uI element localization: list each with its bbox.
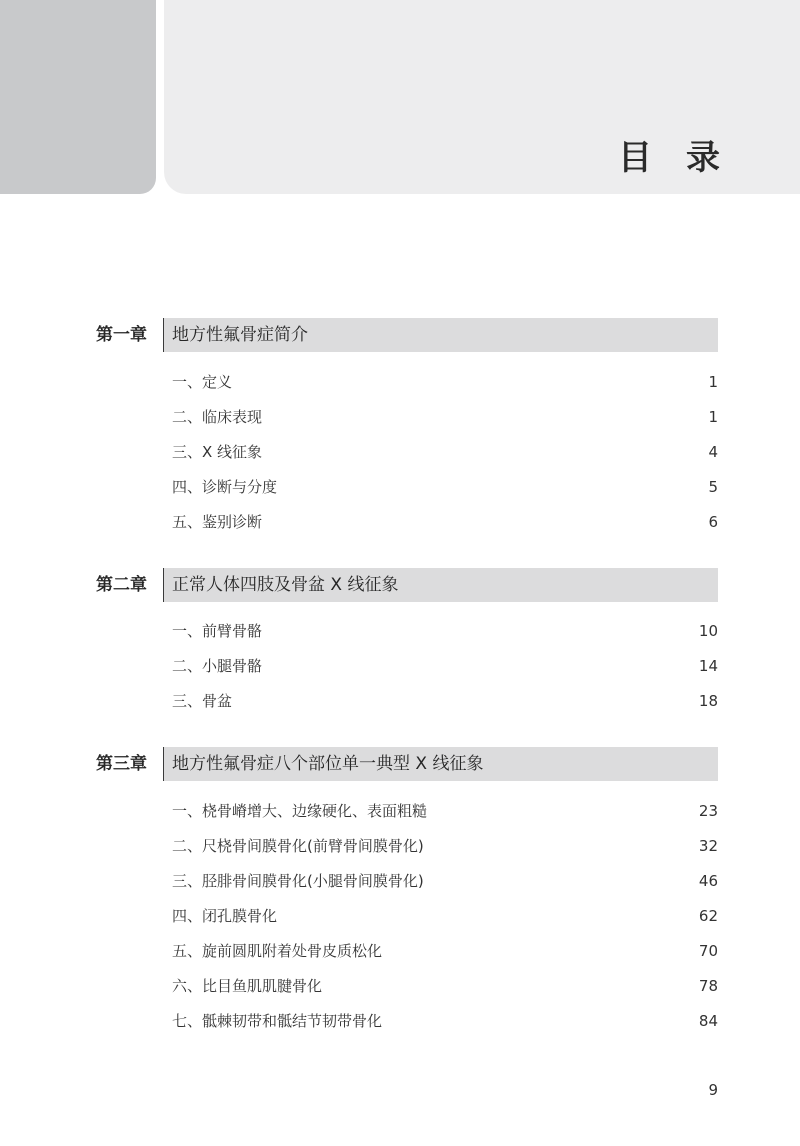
entry-page-number: 78 — [698, 977, 718, 995]
toc-entry[interactable] — [172, 1009, 718, 1033]
entry-title: 四、诊断与分度 — [172, 478, 278, 496]
entry-title: 二、临床表现 — [172, 408, 263, 426]
toc-entry[interactable] — [172, 654, 718, 678]
entry-title: 一、桡骨嵴增大、边缘硬化、表面粗糙 — [172, 802, 428, 820]
toc-entry[interactable] — [172, 475, 718, 499]
entry-page-number: 1 — [708, 373, 718, 391]
chapter-heading[interactable] — [0, 747, 800, 781]
toc-entry[interactable] — [172, 510, 718, 534]
entry-title: 七、骶棘韧带和骶结节韧带骨化 — [172, 1012, 383, 1030]
chapter-divider — [163, 318, 164, 352]
page-title: 目录 — [618, 138, 754, 178]
toc-entry[interactable] — [172, 869, 718, 893]
chapter-heading[interactable] — [0, 568, 800, 602]
entry-title: 三、X 线征象 — [172, 443, 263, 461]
entry-page-number: 84 — [698, 1012, 718, 1030]
entry-page-number: 1 — [708, 408, 718, 426]
chapter-number: 第二章 — [96, 575, 147, 595]
chapter-title: 地方性氟骨症简介 — [172, 325, 308, 345]
toc-entry[interactable] — [172, 405, 718, 429]
entry-title: 四、闭孔膜骨化 — [172, 907, 278, 925]
toc-entry[interactable] — [172, 440, 718, 464]
chapter-heading[interactable] — [0, 318, 800, 352]
toc-entry[interactable] — [172, 619, 718, 643]
toc-entry[interactable] — [172, 974, 718, 998]
toc-entry[interactable] — [172, 834, 718, 858]
entry-page-number: 14 — [698, 657, 718, 675]
entry-page-number: 46 — [698, 872, 718, 890]
entry-page-number: 6 — [708, 513, 718, 531]
entry-page-number: 18 — [698, 692, 718, 710]
entry-page-number: 32 — [698, 837, 718, 855]
chapter-divider — [163, 747, 164, 781]
entry-page-number: 62 — [698, 907, 718, 925]
entry-page-number: 23 — [698, 802, 718, 820]
entry-title: 三、骨盆 — [172, 692, 233, 710]
toc-entry[interactable] — [172, 904, 718, 928]
page-number: 9 — [708, 1081, 718, 1099]
entry-title: 一、前臂骨骼 — [172, 622, 263, 640]
entry-title: 二、小腿骨骼 — [172, 657, 263, 675]
entry-title: 一、定义 — [172, 373, 233, 391]
toc-entry[interactable] — [172, 689, 718, 713]
entry-page-number: 5 — [708, 478, 718, 496]
chapter-title: 正常人体四肢及骨盆 X 线征象 — [172, 575, 399, 595]
entry-page-number: 10 — [698, 622, 718, 640]
chapter-number: 第一章 — [96, 325, 147, 345]
toc-entry[interactable] — [172, 939, 718, 963]
chapter-divider — [163, 568, 164, 602]
toc-entry[interactable] — [172, 370, 718, 394]
entry-title: 五、旋前圆肌附着处骨皮质松化 — [172, 942, 383, 960]
entry-title: 五、鉴别诊断 — [172, 513, 263, 531]
entry-title: 三、胫腓骨间膜骨化(小腿骨间膜骨化) — [172, 872, 424, 890]
toc-entry[interactable] — [172, 799, 718, 823]
entry-page-number: 70 — [698, 942, 718, 960]
entry-title: 六、比目鱼肌肌腱骨化 — [172, 977, 323, 995]
header-block-left — [0, 0, 156, 194]
entry-page-number: 4 — [708, 443, 718, 461]
chapter-title: 地方性氟骨症八个部位单一典型 X 线征象 — [172, 754, 484, 774]
chapter-number: 第三章 — [96, 754, 147, 774]
entry-title: 二、尺桡骨间膜骨化(前臂骨间膜骨化) — [172, 837, 424, 855]
